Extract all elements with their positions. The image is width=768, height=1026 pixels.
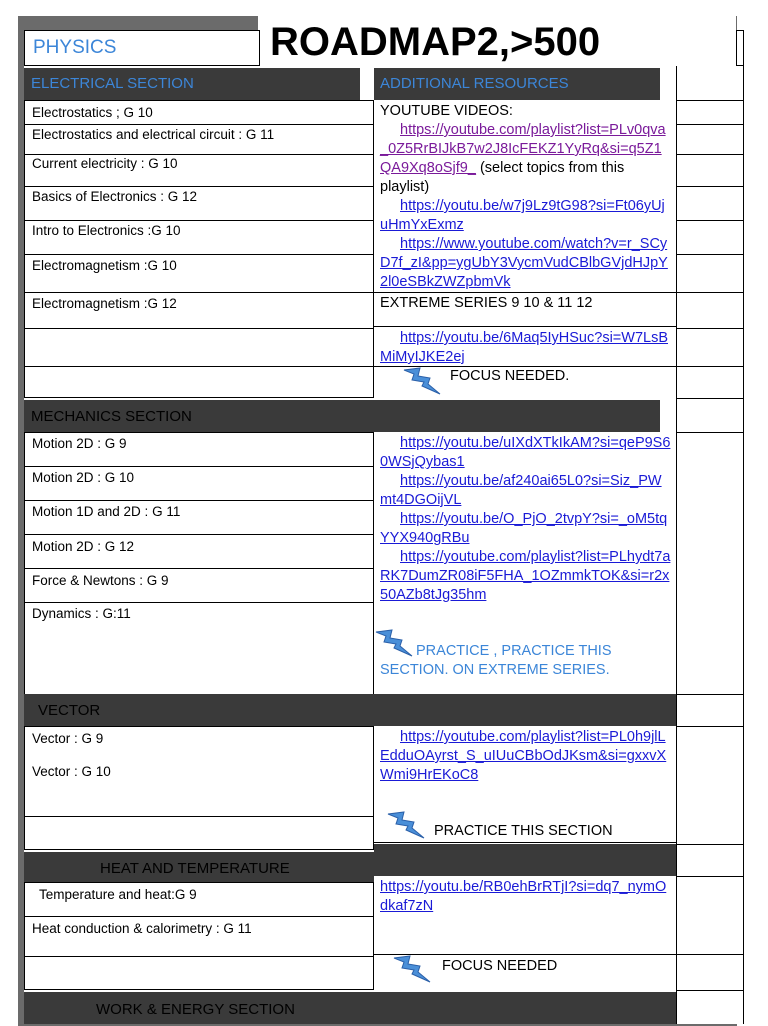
topic-label: Motion 2D : G 9 <box>32 436 127 451</box>
divider <box>676 154 744 155</box>
list-item <box>25 916 374 956</box>
topic-label: Heat conduction & calorimetry : G 11 <box>32 921 252 936</box>
topic-label: Dynamics : G:11 <box>32 606 131 621</box>
resource-paragraph <box>380 121 672 197</box>
topic-label: Temperature and heat:G 9 <box>39 887 197 902</box>
empty-row <box>25 816 374 850</box>
topic-label: Electrostatics and electrical circuit : G 11 <box>32 127 275 142</box>
mechanics-section-label: MECHANICS SECTION <box>31 408 192 425</box>
video-link[interactable]: https://youtu.be/6Maq5IyHSuc?si=W7LsBMiMyIJKE2ej <box>380 330 668 365</box>
subject-title: PHYSICS <box>33 37 117 58</box>
list-item <box>25 254 374 292</box>
work-energy-resources-header <box>374 992 676 1024</box>
divider <box>676 100 744 101</box>
list-item <box>25 534 374 568</box>
divider <box>743 66 744 1024</box>
resource-paragraph <box>380 728 672 785</box>
work-energy-section-header <box>24 992 374 1024</box>
electrical-section-label: ELECTRICAL SECTION <box>31 75 194 92</box>
lightning-icon <box>386 810 426 840</box>
topic-label: Motion 2D : G 10 <box>32 470 135 485</box>
divider <box>676 398 744 399</box>
mechanics-section-header <box>24 400 374 432</box>
playlist-link[interactable]: https://youtube.com/playlist?list=PLv0qva_0Z5RrBIJkB7w2J8IcFEKZ1YyRq&si=q5Z1QA9Xq8oSjf9_ <box>380 122 666 176</box>
work-energy-section-label: WORK & ENERGY SECTION <box>96 1001 295 1018</box>
list-item <box>25 602 374 694</box>
vector-section-label: VECTOR <box>38 702 101 719</box>
topic-label: Electromagnetism :G 12 <box>32 296 177 311</box>
empty-row <box>25 328 374 366</box>
heat-resources-header <box>374 844 676 876</box>
additional-resources-label: ADDITIONAL RESOURCES <box>380 75 569 92</box>
empty-row <box>25 956 374 990</box>
list-item <box>25 760 374 816</box>
vector-resources <box>374 726 676 850</box>
video-link[interactable]: https://youtube.com/playlist?list=PLhydt7aRK7DumZR08iF5FHA_1OZmmkTOK&si=r2x50AZb8tJg35hm <box>380 549 671 603</box>
topic-label: Vector : G 10 <box>32 764 111 779</box>
resource-paragraph <box>380 329 672 367</box>
resource-paragraph <box>380 878 672 916</box>
divider <box>676 990 744 991</box>
heat-section-label: HEAT AND TEMPERATURE <box>100 860 290 877</box>
topic-label: Electromagnetism :G 10 <box>32 258 177 273</box>
resource-paragraph <box>380 434 672 472</box>
list-item <box>25 186 374 220</box>
video-link[interactable]: https://youtu.be/w7j9Lz9tG98?si=Ft06yUjuHmYxExmz <box>380 198 665 233</box>
mechanics-topics <box>24 432 374 694</box>
divider <box>676 844 744 845</box>
electrical-topics <box>24 100 374 398</box>
divider <box>676 254 744 255</box>
page-title: ROADMAP2,>500 <box>270 20 601 64</box>
divider <box>374 326 676 327</box>
topic-label: Electrostatics ; G 10 <box>32 105 153 120</box>
electrical-resources <box>374 100 676 398</box>
list-item <box>25 220 374 254</box>
vector-resources-header <box>374 694 676 726</box>
topic-label: Intro to Electronics :G 10 <box>32 223 181 238</box>
list-item <box>25 500 374 534</box>
video-link[interactable]: https://youtu.be/O_PjO_2tvpY?si=_oM5tqYYX940gRBu <box>380 511 668 546</box>
mechanics-resources-header <box>374 400 660 432</box>
list-item <box>25 568 374 602</box>
divider <box>374 292 676 293</box>
resource-paragraph <box>380 510 672 548</box>
video-link[interactable]: https://youtu.be/RB0ehBrRTjI?si=dq7_nymOdkaf7zN <box>380 879 667 914</box>
empty-row <box>25 366 374 398</box>
topic-label: Motion 1D and 2D : G 11 <box>32 504 181 519</box>
resource-paragraph <box>380 197 672 235</box>
divider <box>676 124 744 125</box>
divider <box>676 726 744 727</box>
topic-label: Vector : G 9 <box>32 731 104 746</box>
lightning-icon <box>392 954 432 984</box>
resource-paragraph <box>380 548 672 605</box>
divider <box>676 292 744 293</box>
focus-needed-label: FOCUS NEEDED <box>442 958 558 974</box>
divider <box>676 876 744 877</box>
list-item <box>25 882 374 916</box>
list-item <box>25 466 374 500</box>
additional-resources-header <box>374 68 660 100</box>
list-item <box>25 154 374 186</box>
topic-label: Force & Newtons : G 9 <box>32 573 169 588</box>
heat-topics <box>24 882 374 990</box>
subject-header <box>24 30 260 66</box>
list-item <box>25 726 374 760</box>
practice-section-label: PRACTICE THIS SECTION <box>434 823 613 839</box>
youtube-label: YOUTUBE VIDEOS: <box>380 103 513 119</box>
practice-extreme-text: PRACTICE , PRACTICE THIS SECTION. ON EXTREME SERIES. <box>380 643 612 678</box>
divider <box>676 432 744 433</box>
divider <box>374 842 676 843</box>
focus-needed-label: FOCUS NEEDED. <box>450 368 570 384</box>
video-link[interactable]: https://youtu.be/af240ai65L0?si=Siz_PWmt4DGOijVL <box>380 473 662 508</box>
topic-label: Basics of Electronics : G 12 <box>32 189 198 204</box>
heat-resources <box>374 876 676 990</box>
divider <box>676 186 744 187</box>
right-edge-cell <box>736 30 744 66</box>
lightning-icon <box>402 366 442 396</box>
topic-label: Current electricity : G 10 <box>32 156 178 171</box>
playlist-note: (select topics from this playlist) <box>380 160 625 195</box>
divider <box>676 328 744 329</box>
extreme-series-label: EXTREME SERIES 9 10 & 11 12 <box>380 295 593 311</box>
divider <box>676 954 744 955</box>
list-item <box>25 100 374 124</box>
list-item <box>25 432 374 466</box>
video-link[interactable]: https://youtu.be/uIXdXTkIkAM?si=qeP9S60WSjQybas1 <box>380 435 671 470</box>
resource-paragraph <box>380 472 672 510</box>
list-item <box>25 292 374 328</box>
divider <box>676 694 744 695</box>
video-link[interactable]: https://www.youtube.com/watch?v=r_SCyD7f_zI&pp=ygUbY3VycmVudCBlbGVjdHJpY2l0eSBkZWZpbmVk <box>380 236 668 290</box>
resource-paragraph <box>380 235 672 292</box>
topic-label: Motion 2D : G 12 <box>32 539 135 554</box>
divider <box>676 366 744 367</box>
playlist-link[interactable]: https://youtube.com/playlist?list=PL0h9jlLEdduOAyrst_S_uIUuCBbOdJKsm&si=gxxvXWmi9HrEKoC8 <box>380 729 667 783</box>
divider <box>676 220 744 221</box>
practice-extreme-note <box>380 642 672 680</box>
electrical-section-header <box>24 68 360 100</box>
right-empty-column <box>676 66 744 1024</box>
vector-topics <box>24 726 374 850</box>
mechanics-resources <box>374 432 676 694</box>
vector-section-header <box>24 694 374 726</box>
title-banner <box>258 14 736 70</box>
heat-section-header <box>24 852 374 882</box>
list-item <box>25 124 374 154</box>
